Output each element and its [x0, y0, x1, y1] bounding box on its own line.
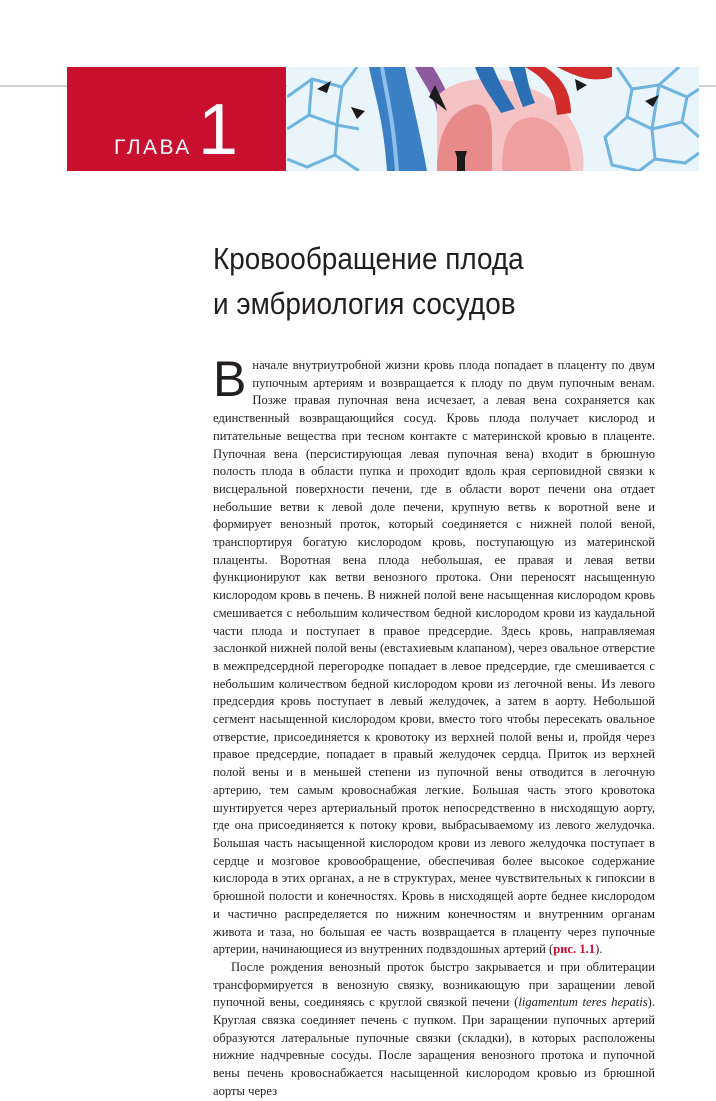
chapter-title [213, 236, 636, 326]
chapter-title-line-1: Кровообращение плода [213, 241, 524, 276]
latin-term: ligamentum teres hepatis [518, 995, 648, 1010]
drop-cap: В [213, 351, 247, 407]
figure-reference-link[interactable]: рис. 1.1 [553, 942, 596, 957]
paragraph-1-text: начале внутриутробной жизни кровь плода попадает в плаценту по двум пупочным артериям и возвращается к плоду по двум пупочным венам. Позже правая пупочная вена исчезает, а левая вена сохраняется как единственный возвращающийся сосуд. Кровь плода получает кислород и питательные вещества при тесном контакте с материнской кровью в плаценте. Пупочная вена (персистирующая левая пупочная вена) входит в брюшную полость плода в области пупка и проходит вдоль края серповидной связки к висцеральной поверхности печени, где в области ворот печени она отдает небольшие ветви к левой доле печени, крупную ветвь к воротной вене и формирует венозный проток, который соединяется с нижней полой веной, транспортируя богатую кислородом кровь, поступающую из материнской плаценты. Воротная вена плода небольшая, ее правая и левая ветви функционируют как ветви венозного протока. Они переносят насыщенную кислородом кровь в печень. В нижней полой вене насыщенная кислородом кровь смешивается с небольшим количеством бедной кислородом крови из каудальной части плода и поступает в правое предсердие. Здесь кровь, направляемая заслонкой нижней полой вены (евстахиевым клапаном), через овальное отверстие в межпредсердной перегородке попадает в левое предсердие, где смешивается с небольшим количеством бедной кислородом крови из легочной вены. Из левого предсердия кровь поступает в левый желудочек, а затем в аорту. Небольшой сегмент насыщенной кислородом крови, вместо того чтобы пересекать овальное отверстие, присоединяется к кровотоку из верхней полой вены и, пройдя через правое предсердие, попадает в правый желудочек сердца. Приток из верхней полой вены и в меньшей степени из пупочной вены отводится в легочную артерию, тем самым кровоснабжая легкие. Большая часть этого кровотока шунтируется через артериальный проток непосредственно в нисходящую аорту, где она присоединяется к потоку крови, выбрасываемому из левого желудочка. Большая часть насыщенной кислородом крови из левого желудочка поступает в сердце и мозговое кровообращение, обеспечивая более высокое содержание кислорода в этих органах, а не в структурах, менее чувствительных к гипоксии в брюшной полости и конечностях. Кровь в нисходящей аорте беднее кислородом и частично распределяется по нижним конечностям и внутренним органам живота и таза, но большая ее часть возвращается в плаценту через пупочные артерии, начинающиеся из внутренних подвздошных артерий ( [213, 358, 655, 957]
chapter-label: ГЛАВА [114, 136, 192, 159]
fetal-circulation-heart-illustration [287, 67, 699, 171]
paragraph-1-end: ). [595, 942, 603, 957]
paragraph-1 [213, 351, 655, 959]
chapter-title-line-2: и эмбриология сосудов [213, 286, 516, 321]
body-text [213, 351, 655, 1101]
paragraph-2-text: После рождения венозный проток быстро закрывается и при облитерации трансформируется в венозную связку, возникающую при заращении левой пупочной вены, соединяясь с круглой связкой печени ( [213, 959, 655, 1010]
paragraph-2 [213, 959, 655, 1101]
chapter-number: 1 [198, 90, 239, 170]
paragraph-2-end: ). Круглая связка соединяет печень с пупком. При заращении пупочных артерий образуются латеральные пупочные связки (складки), в которых расположены нижние надчревные сосуды. После заращения венозного протока и пупочной вены печень кровоснабжается насыщенной кислородом кровью из брюшной аорты через [213, 995, 655, 1098]
